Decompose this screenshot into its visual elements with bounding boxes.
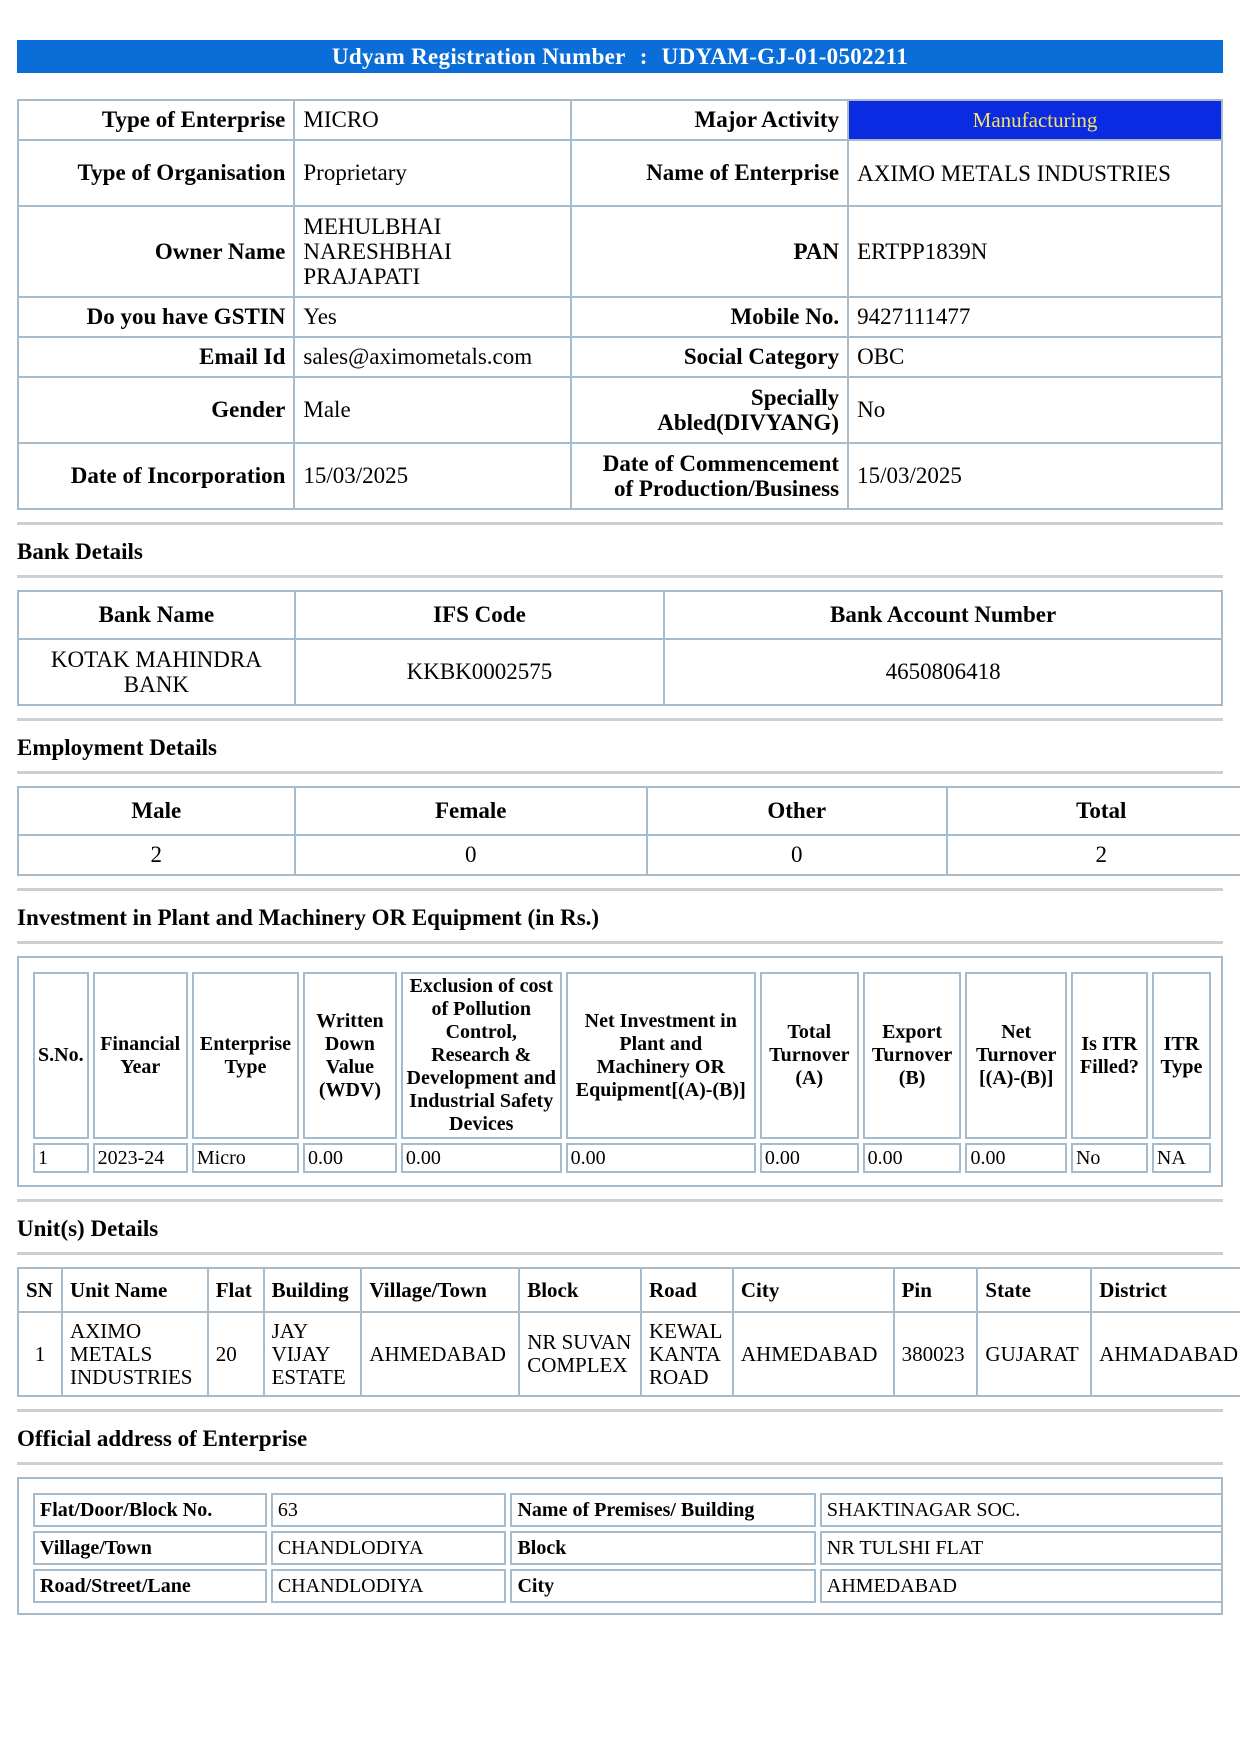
total-turnover-header: Total Turnover (A) (760, 972, 859, 1139)
ifs-code-header: IFS Code (295, 591, 664, 639)
net-investment-value: 0.00 (566, 1143, 756, 1173)
investment-title: Investment in Plant and Machinery OR Equipment (in Rs.) (17, 888, 1223, 933)
type-of-organisation-label: Type of Organisation (18, 140, 294, 206)
info-row (18, 140, 1222, 206)
bank-details-table (17, 590, 1223, 706)
mobile-value: 9427111477 (848, 297, 1222, 337)
registration-number: UDYAM-GJ-01-0502211 (661, 44, 908, 69)
female-header: Female (295, 787, 647, 835)
info-row (18, 337, 1222, 377)
date-incorporation-label: Date of Incorporation (18, 443, 294, 509)
male-count: 2 (18, 835, 295, 875)
account-number-header: Bank Account Number (664, 591, 1222, 639)
info-row (18, 297, 1222, 337)
premises-value: SHAKTINAGAR SOC. (820, 1493, 1223, 1527)
unit-sn-header: SN (18, 1268, 62, 1312)
unit-sn-value: 1 (18, 1312, 62, 1396)
major-activity-value: Manufacturing (848, 100, 1222, 140)
financial-year-value: 2023-24 (93, 1143, 188, 1173)
unit-building-value: JAY VIJAY ESTATE (264, 1312, 362, 1396)
address-row (33, 1569, 1223, 1603)
date-commencement-value: 15/03/2025 (848, 443, 1222, 509)
email-value: sales@aximometals.com (294, 337, 571, 377)
village-town-value: CHANDLODIYA (271, 1531, 507, 1565)
email-label: Email Id (18, 337, 294, 377)
units-data-row (18, 1312, 1240, 1396)
mobile-label: Mobile No. (571, 297, 848, 337)
bank-details-title: Bank Details (17, 522, 1223, 567)
employment-details-title: Employment Details (17, 718, 1223, 763)
road-street-label: Road/Street/Lane (33, 1569, 267, 1603)
sno-value: 1 (33, 1143, 89, 1173)
section-divider (17, 941, 1223, 944)
total-turnover-value: 0.00 (760, 1143, 859, 1173)
units-details-title: Unit(s) Details (17, 1199, 1223, 1244)
investment-table-container (17, 956, 1223, 1187)
name-of-enterprise-label: Name of Enterprise (571, 140, 848, 206)
exclusion-cost-header: Exclusion of cost of Pollution Control, Research & Development and Industrial Safety Devices (401, 972, 562, 1139)
bank-name-value: KOTAK MAHINDRA BANK (18, 639, 295, 705)
units-header-row (18, 1268, 1240, 1312)
gstin-label: Do you have GSTIN (18, 297, 294, 337)
units-table (17, 1267, 1240, 1397)
male-header: Male (18, 787, 295, 835)
enterprise-type-value: Micro (192, 1143, 299, 1173)
road-street-value: CHANDLODIYA (271, 1569, 507, 1603)
unit-name-header: Unit Name (62, 1268, 208, 1312)
date-commencement-label: Date of Commencement of Production/Business (571, 443, 848, 509)
name-of-enterprise-value: AXIMO METALS INDUSTRIES (848, 140, 1222, 206)
net-turnover-header: Net Turnover [(A)-(B)] (965, 972, 1066, 1139)
official-address-title: Official address of Enterprise (17, 1409, 1223, 1454)
block-label: Block (510, 1531, 815, 1565)
unit-city-value: AHMEDABAD (733, 1312, 894, 1396)
itr-filled-value: No (1071, 1143, 1148, 1173)
investment-header-row (33, 972, 1211, 1139)
unit-road-header: Road (641, 1268, 733, 1312)
itr-type-value: NA (1152, 1143, 1211, 1173)
unit-block-value: NR SUVAN COMPLEX (519, 1312, 641, 1396)
flat-door-label: Flat/Door/Block No. (33, 1493, 267, 1527)
ifs-code-value: KKBK0002575 (295, 639, 664, 705)
employment-data-row (18, 835, 1240, 875)
exclusion-cost-value: 0.00 (401, 1143, 562, 1173)
registration-separator: : (639, 44, 648, 69)
pan-label: PAN (571, 206, 848, 297)
specially-abled-label: Specially Abled(DIVYANG) (571, 377, 848, 443)
unit-state-header: State (977, 1268, 1091, 1312)
female-count: 0 (295, 835, 647, 875)
section-divider (17, 1252, 1223, 1255)
investment-data-row (33, 1143, 1211, 1173)
block-value: NR TULSHI FLAT (820, 1531, 1223, 1565)
type-of-organisation-value: Proprietary (294, 140, 571, 206)
address-row (33, 1493, 1223, 1527)
info-row (18, 377, 1222, 443)
employment-header-row (18, 787, 1240, 835)
itr-type-header: ITR Type (1152, 972, 1211, 1139)
wdv-header: Written Down Value (WDV) (303, 972, 397, 1139)
type-of-enterprise-value: MICRO (294, 100, 571, 140)
net-turnover-value: 0.00 (965, 1143, 1066, 1173)
gender-label: Gender (18, 377, 294, 443)
unit-district-header: District (1091, 1268, 1240, 1312)
flat-door-value: 63 (271, 1493, 507, 1527)
section-divider (17, 1462, 1223, 1465)
unit-village-value: AHMEDABAD (361, 1312, 519, 1396)
sno-header: S.No. (33, 972, 89, 1139)
owner-name-label: Owner Name (18, 206, 294, 297)
unit-road-value: KEWAL KANTA ROAD (641, 1312, 733, 1396)
social-category-value: OBC (848, 337, 1222, 377)
unit-flat-header: Flat (208, 1268, 264, 1312)
unit-name-value: AXIMO METALS INDUSTRIES (62, 1312, 208, 1396)
unit-district-value: AHMADABAD (1091, 1312, 1240, 1396)
village-town-label: Village/Town (33, 1531, 267, 1565)
bank-header-row (18, 591, 1222, 639)
specially-abled-value: No (848, 377, 1222, 443)
itr-filled-header: Is ITR Filled? (1071, 972, 1148, 1139)
employment-details-table (17, 786, 1240, 876)
section-divider (17, 575, 1223, 578)
other-header: Other (647, 787, 947, 835)
info-row (18, 206, 1222, 297)
info-row (18, 443, 1222, 509)
social-category-label: Social Category (571, 337, 848, 377)
unit-state-value: GUJARAT (977, 1312, 1091, 1396)
total-count: 2 (947, 835, 1240, 875)
bank-data-row (18, 639, 1222, 705)
net-investment-header: Net Investment in Plant and Machinery OR Equipment[(A)-(B)] (566, 972, 756, 1139)
premises-label: Name of Premises/ Building (510, 1493, 815, 1527)
gstin-value: Yes (294, 297, 571, 337)
type-of-enterprise-label: Type of Enterprise (18, 100, 294, 140)
total-header: Total (947, 787, 1240, 835)
enterprise-type-header: Enterprise Type (192, 972, 299, 1139)
official-address-table (29, 1489, 1223, 1607)
address-row (33, 1531, 1223, 1565)
official-address-container (17, 1477, 1223, 1615)
investment-table (29, 968, 1215, 1177)
unit-flat-value: 20 (208, 1312, 264, 1396)
city-value: AHMEDABAD (820, 1569, 1223, 1603)
owner-name-value: MEHULBHAI NARESHBHAI PRAJAPATI (294, 206, 571, 297)
unit-village-header: Village/Town (361, 1268, 519, 1312)
export-turnover-header: Export Turnover (B) (863, 972, 962, 1139)
udyam-certificate-page (17, 40, 1239, 1615)
unit-block-header: Block (519, 1268, 641, 1312)
date-incorporation-value: 15/03/2025 (294, 443, 571, 509)
info-row (18, 100, 1222, 140)
section-divider (17, 771, 1223, 774)
financial-year-header: Financial Year (93, 972, 188, 1139)
registration-label: Udyam Registration Number (331, 44, 626, 69)
unit-city-header: City (733, 1268, 894, 1312)
unit-pin-header: Pin (894, 1268, 978, 1312)
gender-value: Male (294, 377, 571, 443)
wdv-value: 0.00 (303, 1143, 397, 1173)
enterprise-info-table (17, 99, 1223, 510)
bank-name-header: Bank Name (18, 591, 295, 639)
pan-value: ERTPP1839N (848, 206, 1222, 297)
account-number-value: 4650806418 (664, 639, 1222, 705)
other-count: 0 (647, 835, 947, 875)
unit-pin-value: 380023 (894, 1312, 978, 1396)
major-activity-label: Major Activity (571, 100, 848, 140)
city-label: City (510, 1569, 815, 1603)
unit-building-header: Building (264, 1268, 362, 1312)
export-turnover-value: 0.00 (863, 1143, 962, 1173)
registration-number-bar (17, 40, 1223, 73)
